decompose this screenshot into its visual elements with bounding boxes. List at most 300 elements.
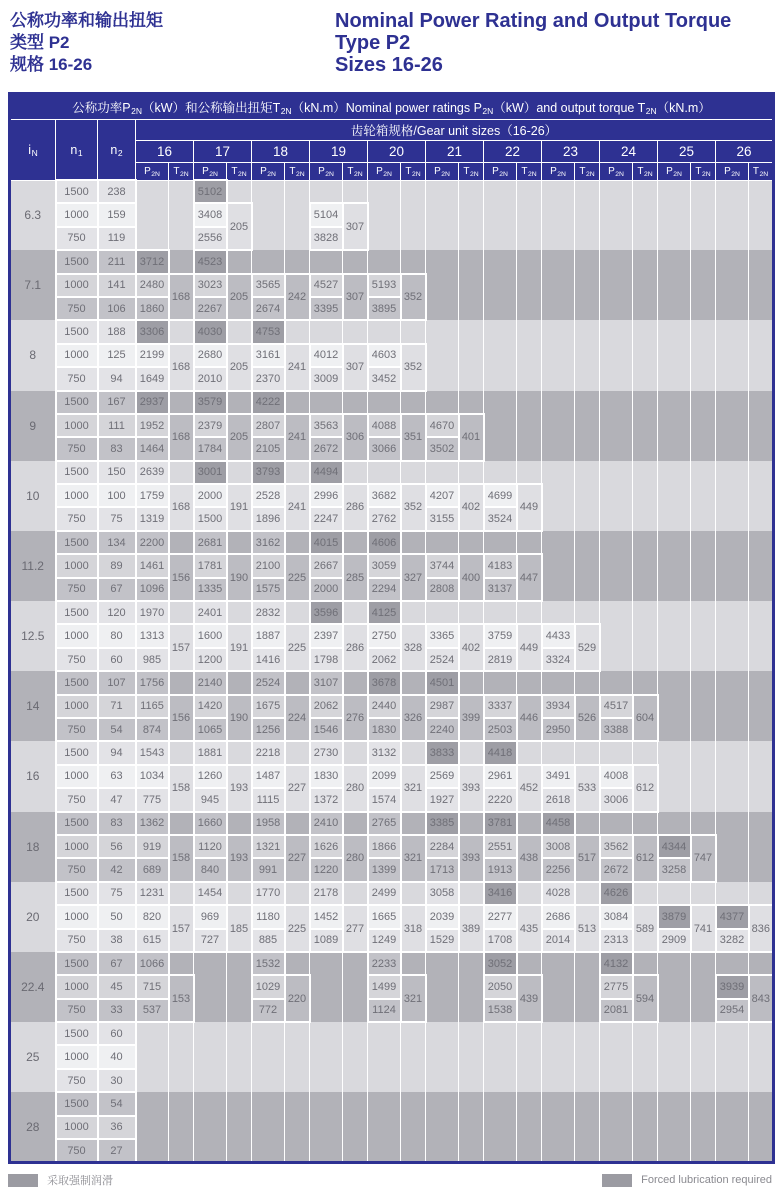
p2n-cell: 4030 — [194, 320, 227, 343]
p2n-cell — [658, 578, 691, 601]
table-row — [10, 578, 774, 601]
table-row — [10, 344, 774, 367]
t2n-cell — [169, 461, 194, 484]
p2n-cell — [426, 274, 459, 297]
n2-cell: 45 — [98, 975, 136, 998]
n2-cell: 134 — [98, 531, 136, 554]
p2n-cell: 1913 — [484, 858, 517, 881]
p2n-cell: 2277 — [484, 905, 517, 928]
t2n-cell — [459, 180, 484, 203]
p2n-cell — [484, 437, 517, 460]
p2n-cell: 1626 — [310, 835, 343, 858]
n1-cell: 750 — [56, 648, 98, 671]
t2n-cell: 241 — [285, 484, 310, 531]
p2n-cell — [600, 437, 633, 460]
p2n-cell: 3395 — [310, 297, 343, 320]
t2n-cell — [749, 484, 774, 531]
t2n-cell: 307 — [343, 274, 368, 321]
p2n-cell — [658, 531, 691, 554]
p2n-cell: 1675 — [252, 695, 285, 718]
subscript: 2N — [499, 170, 508, 178]
p2n-cell — [484, 344, 517, 367]
n1-cell: 750 — [56, 1069, 98, 1092]
ratio-cell: 6.3 — [10, 180, 56, 250]
p2n-cell — [600, 1092, 633, 1115]
t2n-cell — [285, 601, 310, 624]
t2n-cell — [633, 671, 658, 694]
p2n-cell — [484, 250, 517, 273]
n2-cell: 111 — [98, 414, 136, 437]
t2n-cell — [691, 414, 716, 461]
t2n-cell — [169, 671, 194, 694]
p2n-cell: 840 — [194, 858, 227, 881]
t2n-cell — [749, 274, 774, 321]
p2n-cell: 2178 — [310, 882, 343, 905]
p2n-cell — [194, 1069, 227, 1092]
p2n-cell: 2010 — [194, 367, 227, 390]
n1-cell: 1500 — [56, 250, 98, 273]
t2n-header: $T_{2N}$ — [691, 163, 716, 181]
page-header — [0, 0, 780, 76]
p2n-cell — [716, 1069, 749, 1092]
p2n-cell: 3137 — [484, 578, 517, 601]
t2n-cell — [575, 601, 600, 624]
p2n-cell: 4626 — [600, 882, 633, 905]
p2n-cell — [252, 1069, 285, 1092]
n2-cell: 67 — [98, 578, 136, 601]
n1-cell: 750 — [56, 929, 98, 952]
p2n-cell — [310, 1116, 343, 1139]
t2n-cell — [575, 274, 600, 321]
p2n-cell: 1770 — [252, 882, 285, 905]
p2n-cell: 2909 — [658, 929, 691, 952]
t2n-cell — [343, 812, 368, 835]
t2n-cell — [517, 882, 542, 905]
p2n-cell — [716, 788, 749, 811]
subscript: 2N — [585, 170, 595, 178]
t2n-cell — [459, 344, 484, 391]
p2n-cell: 985 — [136, 648, 169, 671]
t2n-cell — [691, 882, 716, 905]
p2n-header: $P_{2N}$ — [194, 163, 227, 181]
t2n-cell — [343, 882, 368, 905]
p2n-cell: 3009 — [310, 367, 343, 390]
p2n-cell — [136, 1116, 169, 1139]
p2n-cell — [426, 601, 459, 624]
n1-cell: 1500 — [56, 952, 98, 975]
p2n-cell: 4088 — [368, 414, 401, 437]
t2n-cell: 449 — [517, 484, 542, 531]
p2n-cell: 2987 — [426, 695, 459, 718]
p2n-cell: 2765 — [368, 812, 401, 835]
t2n-cell: 399 — [459, 695, 484, 742]
t2n-cell: 277 — [343, 905, 368, 952]
t2n-cell — [343, 531, 368, 554]
p2n-cell: 3828 — [310, 227, 343, 250]
t2n-cell — [691, 274, 716, 321]
p2n-cell: 1600 — [194, 624, 227, 647]
t2n-cell — [169, 1022, 194, 1045]
p2n-cell — [658, 1116, 691, 1139]
p2n-cell — [658, 999, 691, 1022]
p2n-cell — [136, 1069, 169, 1092]
p2n-cell — [252, 1092, 285, 1115]
t2n-cell: 225 — [285, 624, 310, 671]
t2n-cell — [575, 882, 600, 905]
p2n-cell — [368, 1139, 401, 1163]
p2n-cell — [716, 718, 749, 741]
t2n-cell: 747 — [691, 835, 716, 882]
n2-cell: 89 — [98, 554, 136, 577]
subscript: 2N — [615, 170, 624, 178]
p2n-cell: 4377 — [716, 905, 749, 928]
p2n-cell — [658, 554, 691, 577]
p2n-cell: 1952 — [136, 414, 169, 437]
t2n-header: $T_{2N}$ — [517, 163, 542, 181]
size-header: 21 — [426, 141, 484, 163]
p2n-cell: 3001 — [194, 461, 227, 484]
p2n-cell: 2750 — [368, 624, 401, 647]
p2n-cell — [716, 741, 749, 764]
n1-cell: 750 — [56, 1139, 98, 1163]
table-row — [10, 929, 774, 952]
p2n-cell — [716, 461, 749, 484]
p2n-cell: 5193 — [368, 274, 401, 297]
t2n-cell: 321 — [401, 975, 426, 1022]
p2n-cell — [310, 391, 343, 414]
t2n-cell: 836 — [749, 905, 774, 952]
p2n-cell: 1574 — [368, 788, 401, 811]
t2n-cell: 843 — [749, 975, 774, 1022]
n2-cell: 100 — [98, 484, 136, 507]
p2n-cell — [658, 601, 691, 624]
p2n-cell — [600, 274, 633, 297]
t2n-cell — [691, 624, 716, 671]
p2n-cell: 3781 — [484, 812, 517, 835]
p2n-cell: 3744 — [426, 554, 459, 577]
p2n-cell: 2551 — [484, 835, 517, 858]
ratio-cell: 16 — [10, 741, 56, 811]
p2n-cell — [658, 882, 691, 905]
p2n-cell: 2200 — [136, 531, 169, 554]
table-row — [10, 1092, 774, 1115]
p2n-cell — [600, 180, 633, 203]
p2n-cell — [716, 1092, 749, 1115]
p2n-cell: 1362 — [136, 812, 169, 835]
table-row — [10, 718, 774, 741]
t2n-cell — [749, 1092, 774, 1115]
n2-cell: 80 — [98, 624, 136, 647]
n2-cell: 71 — [98, 695, 136, 718]
n2-cell: 150 — [98, 461, 136, 484]
p2n-cell: 2937 — [136, 391, 169, 414]
p2n-cell — [368, 203, 401, 226]
t2n-cell — [517, 741, 542, 764]
p2n-cell: 1454 — [194, 882, 227, 905]
p2n-cell: 1120 — [194, 835, 227, 858]
t2n-cell — [575, 1022, 600, 1045]
p2n-cell: 1416 — [252, 648, 285, 671]
subscript: 2N — [527, 170, 537, 178]
t2n-cell — [691, 180, 716, 203]
p2n-cell: 2961 — [484, 765, 517, 788]
t2n-cell — [401, 250, 426, 273]
t2n-cell — [285, 1116, 310, 1163]
p2n-cell — [716, 414, 749, 437]
col-header-n1: n1 — [56, 120, 98, 181]
p2n-cell: 2247 — [310, 507, 343, 530]
p2n-header: $P_{2N}$ — [368, 163, 401, 181]
t2n-cell: 280 — [343, 835, 368, 882]
t2n-cell — [401, 320, 426, 343]
n2-cell: 188 — [98, 320, 136, 343]
p2n-header: $P_{2N}$ — [542, 163, 575, 181]
table-title-row — [10, 94, 774, 120]
t2n-cell — [749, 391, 774, 414]
t2n-cell: 352 — [401, 274, 426, 321]
ratings-table — [8, 92, 775, 1164]
t2n-cell: 205 — [227, 274, 252, 321]
t2n-cell — [691, 391, 716, 414]
t2n-cell — [343, 461, 368, 484]
t2n-cell — [227, 812, 252, 835]
n2-cell: 83 — [98, 437, 136, 460]
t2n-cell — [517, 414, 542, 461]
p2n-cell — [658, 391, 691, 414]
t2n-cell — [691, 671, 716, 694]
t2n-cell — [401, 1022, 426, 1045]
p2n-cell: 2819 — [484, 648, 517, 671]
p2n-cell — [716, 882, 749, 905]
p2n-cell — [658, 344, 691, 367]
p2n-cell — [484, 531, 517, 554]
p2n-cell — [136, 1045, 169, 1068]
p2n-cell: 4494 — [310, 461, 343, 484]
p2n-cell — [658, 274, 691, 297]
p2n-cell: 1881 — [194, 741, 227, 764]
p2n-cell — [484, 180, 517, 203]
t2n-cell — [517, 952, 542, 975]
t2n-cell: 156 — [169, 695, 194, 742]
t2n-header: $T_{2N}$ — [749, 163, 774, 181]
t2n-cell — [633, 882, 658, 905]
n1-cell: 1500 — [56, 180, 98, 203]
p2n-cell — [658, 765, 691, 788]
table-row — [10, 1139, 774, 1163]
legend-item-zh — [8, 1172, 113, 1188]
t2n-cell — [227, 320, 252, 343]
p2n-cell — [716, 320, 749, 343]
p2n-cell — [658, 507, 691, 530]
table-row — [10, 531, 774, 554]
p2n-cell: 1708 — [484, 929, 517, 952]
t2n-cell — [691, 812, 716, 835]
t2n-cell — [749, 835, 774, 882]
t2n-cell: 285 — [343, 554, 368, 601]
p2n-cell: 2686 — [542, 905, 575, 928]
p2n-cell: 2062 — [310, 695, 343, 718]
t2n-cell: 157 — [169, 905, 194, 952]
t2n-cell — [459, 391, 484, 414]
t2n-cell — [227, 952, 252, 975]
p2n-cell — [542, 414, 575, 437]
p2n-cell — [600, 812, 633, 835]
n1-cell: 1500 — [56, 601, 98, 624]
t2n-cell: 168 — [169, 344, 194, 391]
t2n-cell — [169, 391, 194, 414]
n1-cell: 1000 — [56, 344, 98, 367]
legend-label-zh: 采取强制润滑 — [47, 1175, 113, 1188]
t2n-cell — [517, 344, 542, 391]
n2-cell: 54 — [98, 718, 136, 741]
p2n-cell — [600, 414, 633, 437]
t2n-cell — [691, 765, 716, 812]
p2n-cell: 3388 — [600, 718, 633, 741]
p2n-cell — [194, 1022, 227, 1045]
n2-cell: 83 — [98, 812, 136, 835]
p2n-cell: 4433 — [542, 624, 575, 647]
t2n-cell: 168 — [169, 414, 194, 461]
subscript: 2N — [645, 106, 657, 116]
p2n-cell — [426, 297, 459, 320]
subscript: 2N — [179, 170, 189, 178]
t2n-cell: 158 — [169, 835, 194, 882]
p2n-header: $P_{2N}$ — [600, 163, 633, 181]
p2n-cell: 919 — [136, 835, 169, 858]
t2n-cell — [575, 1045, 600, 1092]
n2-cell: 63 — [98, 765, 136, 788]
n1-cell: 750 — [56, 227, 98, 250]
p2n-cell — [658, 1045, 691, 1068]
p2n-cell: 3934 — [542, 695, 575, 718]
p2n-cell: 3282 — [716, 929, 749, 952]
p2n-cell: 3337 — [484, 695, 517, 718]
t2n-cell — [691, 344, 716, 391]
p2n-cell: 4183 — [484, 554, 517, 577]
p2n-cell — [426, 227, 459, 250]
t2n-cell: 321 — [401, 765, 426, 812]
p2n-cell — [600, 297, 633, 320]
p2n-cell: 5102 — [194, 180, 227, 203]
t2n-cell — [401, 741, 426, 764]
p2n-cell — [310, 250, 343, 273]
n1-cell: 1500 — [56, 882, 98, 905]
t2n-cell — [691, 461, 716, 484]
t2n-cell — [459, 812, 484, 835]
t2n-cell: 589 — [633, 905, 658, 952]
p2n-cell: 1399 — [368, 858, 401, 881]
t2n-cell — [691, 601, 716, 624]
p2n-cell — [542, 1069, 575, 1092]
t2n-cell — [749, 250, 774, 273]
n1-cell: 1000 — [56, 203, 98, 226]
p2n-cell — [600, 671, 633, 694]
p2n-cell: 3895 — [368, 297, 401, 320]
t2n-cell — [749, 601, 774, 624]
p2n-cell — [600, 648, 633, 671]
p2n-cell — [600, 1045, 633, 1068]
p2n-cell — [716, 227, 749, 250]
size-header: 23 — [542, 141, 600, 163]
t2n-cell — [401, 601, 426, 624]
t2n-cell: 157 — [169, 624, 194, 671]
p2n-cell: 2524 — [252, 671, 285, 694]
n2-cell: 40 — [98, 1045, 136, 1068]
p2n-cell: 4132 — [600, 952, 633, 975]
p2n-cell — [484, 1069, 517, 1092]
p2n-cell: 2996 — [310, 484, 343, 507]
t2n-cell — [633, 1116, 658, 1163]
p2n-cell: 2220 — [484, 788, 517, 811]
p2n-cell: 1887 — [252, 624, 285, 647]
t2n-cell: 438 — [517, 835, 542, 882]
n2-cell: 167 — [98, 391, 136, 414]
t2n-cell — [285, 461, 310, 484]
t2n-cell — [227, 671, 252, 694]
n2-cell: 38 — [98, 929, 136, 952]
p2n-cell: 4458 — [542, 812, 575, 835]
table-row — [10, 858, 774, 881]
t2n-cell — [401, 671, 426, 694]
p2n-cell — [658, 1069, 691, 1092]
t2n-cell — [575, 320, 600, 343]
n1-cell: 1000 — [56, 1045, 98, 1068]
p2n-cell: 1180 — [252, 905, 285, 928]
p2n-cell: 1029 — [252, 975, 285, 998]
table-row — [10, 203, 774, 226]
t2n-cell — [517, 180, 542, 203]
n2-cell: 238 — [98, 180, 136, 203]
p2n-cell: 2294 — [368, 578, 401, 601]
t2n-cell — [459, 975, 484, 1022]
t2n-cell — [633, 952, 658, 975]
n1-cell: 750 — [56, 297, 98, 320]
p2n-cell: 2681 — [194, 531, 227, 554]
n1-cell: 1000 — [56, 905, 98, 928]
p2n-cell: 1649 — [136, 367, 169, 390]
p2n-cell: 1321 — [252, 835, 285, 858]
p2n-cell — [716, 437, 749, 460]
t2n-cell: 352 — [401, 484, 426, 531]
p2n-cell: 2524 — [426, 648, 459, 671]
t2n-cell — [227, 1045, 252, 1092]
p2n-cell — [716, 554, 749, 577]
t2n-cell — [459, 952, 484, 975]
p2n-cell: 2105 — [252, 437, 285, 460]
p2n-cell: 537 — [136, 999, 169, 1022]
t2n-cell — [285, 671, 310, 694]
t2n-cell: 242 — [285, 274, 310, 321]
p2n-cell: 1970 — [136, 601, 169, 624]
p2n-cell — [484, 414, 517, 437]
p2n-cell: 3084 — [600, 905, 633, 928]
p2n-cell — [310, 320, 343, 343]
t2n-cell: 328 — [401, 624, 426, 671]
p2n-cell — [194, 1139, 227, 1163]
n2-cell: 159 — [98, 203, 136, 226]
p2n-cell — [426, 1045, 459, 1068]
p2n-cell: 1784 — [194, 437, 227, 460]
p2n-cell — [542, 297, 575, 320]
n2-cell: 107 — [98, 671, 136, 694]
subscript: 2N — [673, 170, 682, 178]
t2n-cell — [575, 461, 600, 484]
table-row — [10, 835, 774, 858]
t2n-cell — [691, 203, 716, 250]
p2n-cell — [542, 180, 575, 203]
p2n-cell — [658, 812, 691, 835]
t2n-cell — [227, 975, 252, 1022]
